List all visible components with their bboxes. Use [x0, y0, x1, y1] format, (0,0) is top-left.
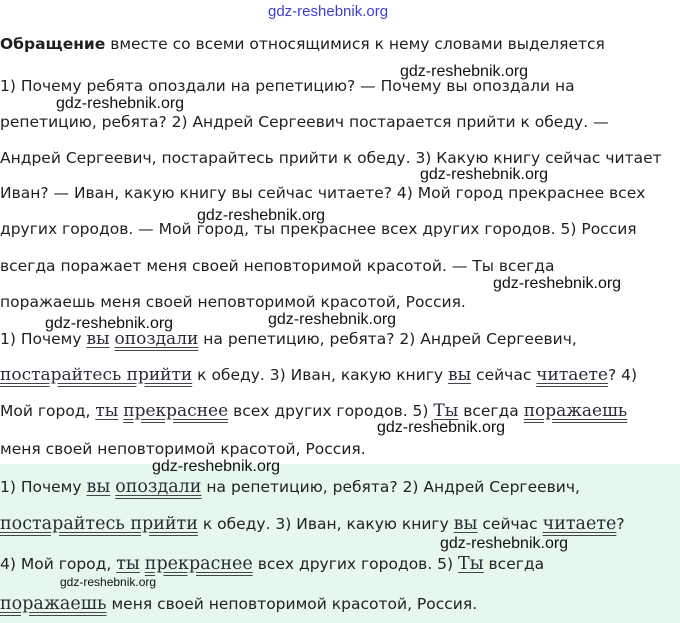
highlighted-line: 4) Мой город, ты прекраснее всех других городов. 5) Ты всегда	[0, 554, 545, 574]
subject-word: вы	[86, 329, 110, 349]
predicate-word: читаете	[536, 365, 608, 385]
predicate-word: опоздали	[115, 477, 202, 497]
exercise-line: Иван? — Иван, какую книгу вы сейчас читаете? 4) Мой город прекраснее всех	[0, 184, 646, 202]
exercise-line: всегда поражает меня своей неповторимой красотой. — Ты всегда	[0, 257, 555, 275]
exercise-line: репетицию, ребята? 2) Андрей Сергеевич постарается прийти к обеду. —	[0, 113, 609, 131]
watermark: gdz-reshebnik.org	[45, 315, 174, 332]
highlighted-line: постарайтесь прийти к обеду. 3) Иван, какую книгу вы сейчас читаете?	[0, 514, 625, 534]
answer-line: меня своей неповторимой красотой, Россия.	[0, 440, 366, 458]
predicate-word: постарайтесь прийти	[0, 514, 198, 534]
watermark: gdz-reshebnik.org	[377, 419, 506, 436]
exercise-line: других городов. — Мой город, ты прекраснее всех других городов. 5) Россия	[0, 220, 637, 238]
highlighted-line: поражаешь меня своей неповторимой красотой, Россия.	[0, 594, 478, 614]
exercise-line: 1) Почему ребята опоздали на репетицию? — Почему вы опоздали на	[0, 77, 575, 95]
predicate-word: опоздали	[114, 329, 199, 349]
watermark: gdz-reshebnik.org	[420, 166, 549, 183]
exercise-line: Андрей Сергеевич, постарайтесь прийти к обеду. 3) Какую книгу сейчас читает	[0, 149, 662, 167]
predicate-word: прекраснее	[144, 554, 253, 574]
answer-line: Мой город, ты прекраснее всех других городов. 5) Ты всегда поражаешь	[0, 401, 628, 421]
answer-line: постарайтесь прийти к обеду. 3) Иван, какую книгу вы сейчас читаете? 4)	[0, 365, 637, 385]
watermark: gdz-reshebnik.org	[493, 275, 622, 292]
watermark: gdz-reshebnik.org	[152, 458, 281, 475]
predicate-word: постарайтесь прийти	[0, 365, 193, 385]
predicate-word: прекраснее	[123, 401, 229, 421]
predicate-word: поражаешь	[523, 401, 628, 421]
subject-word: ты	[116, 554, 140, 574]
predicate-word: поражаешь	[0, 594, 107, 614]
watermark: gdz-reshebnik.org	[197, 207, 326, 224]
subject-word: вы	[448, 365, 472, 385]
subject-word: ты	[95, 401, 119, 421]
rule-text	[0, 37, 605, 53]
watermark: gdz-reshebnik.org	[400, 63, 529, 80]
watermark-top: gdz-reshebnik.org	[268, 3, 389, 20]
watermark: gdz-reshebnik.org	[60, 575, 157, 589]
rule-term: Обращение	[0, 35, 106, 53]
watermark: gdz-reshebnik.org	[268, 311, 397, 328]
subject-word: Ты	[433, 401, 459, 421]
watermark: gdz-reshebnik.org	[56, 95, 185, 112]
predicate-word: читаете	[542, 514, 617, 534]
answer-line: 1) Почему вы опоздали на репетицию, ребята? 2) Андрей Сергеевич,	[0, 329, 577, 349]
rule-rest: вместе со всеми относящимися к нему словами выделяется	[105, 35, 605, 53]
subject-word: вы	[86, 477, 111, 497]
subject-word: Ты	[458, 554, 484, 574]
subject-word: вы	[453, 514, 478, 534]
highlighted-line: 1) Почему вы опоздали на репетицию, ребята? 2) Андрей Сергеевич,	[0, 477, 580, 497]
exercise-line: поражаешь меня своей неповторимой красотой, Россия.	[0, 293, 466, 311]
watermark: gdz-reshebnik.org	[440, 535, 569, 552]
